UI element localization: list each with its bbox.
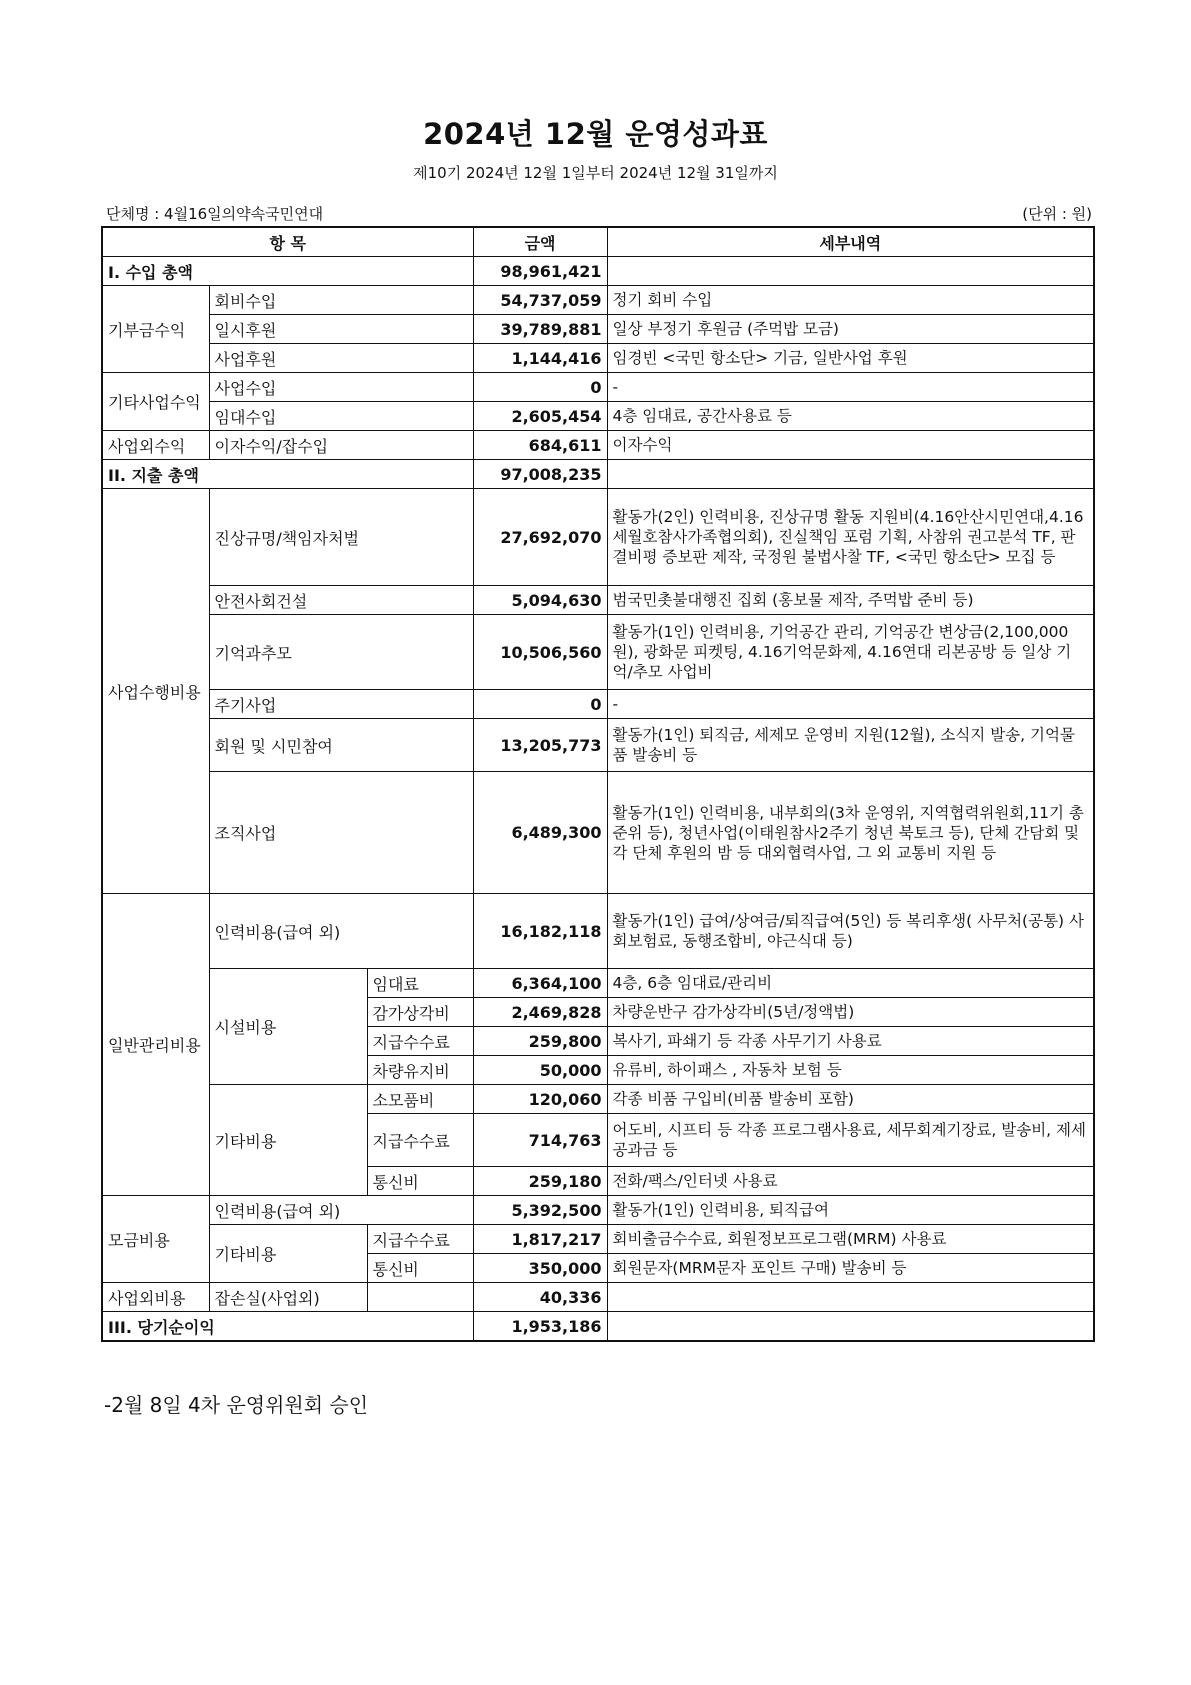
row-amount: 54,737,059: [473, 286, 607, 315]
row-amount: 10,506,560: [473, 615, 607, 690]
row-amount: 350,000: [473, 1254, 607, 1283]
row-item: 회원 및 시민참여: [209, 719, 473, 772]
row-item: 통신비: [367, 1167, 473, 1196]
row-detail: 활동가(1인) 인력비용, 퇴직급여: [607, 1196, 1094, 1225]
row-detail: 어도비, 시프티 등 각종 프로그램사용료, 세무회계기장료, 발송비, 제세공과금 등: [607, 1114, 1094, 1167]
table-row: [102, 690, 1094, 719]
row-item: 임대료: [367, 969, 473, 998]
row-detail: 범국민촛불대행진 집회 (홍보물 제작, 주먹밥 준비 등): [607, 586, 1094, 615]
row-detail: 회원문자(MRM문자 포인트 구매) 발송비 등: [607, 1254, 1094, 1283]
row-amount: 13,205,773: [473, 719, 607, 772]
income-total-detail: [607, 257, 1094, 286]
row-empty: [367, 1283, 473, 1312]
row-amount: 120,060: [473, 1085, 607, 1114]
row-detail: 차량운반구 감가상각비(5년/정액법): [607, 998, 1094, 1027]
approval-note: -2월 8일 4차 운영위원회 승인: [104, 1393, 369, 1417]
net-income-label: III. 당기순이익: [102, 1312, 473, 1342]
expense-total-detail: [607, 460, 1094, 489]
row-item: 안전사회건설: [209, 586, 473, 615]
header-detail: 세부내역: [607, 227, 1094, 257]
row-detail: 활동가(1인) 퇴직금, 세제모 운영비 지원(12월), 소식지 발송, 기억물품 발송비 등: [607, 719, 1094, 772]
table-row: [102, 969, 1094, 998]
row-detail: [607, 1283, 1094, 1312]
row-item: 통신비: [367, 1254, 473, 1283]
table-row: [102, 286, 1094, 315]
fundraising-category: 모금비용: [102, 1196, 209, 1283]
row-amount: 684,611: [473, 431, 607, 460]
row-amount: 0: [473, 373, 607, 402]
income-total-amount: 98,961,421: [473, 257, 607, 286]
row-item: 지급수수료: [367, 1114, 473, 1167]
table-row: [102, 586, 1094, 615]
table-row: [102, 344, 1094, 373]
row-item: 잡손실(사업외): [209, 1283, 367, 1312]
header-item: 항 목: [102, 227, 473, 257]
row-amount: 6,489,300: [473, 772, 607, 894]
row-amount: 259,800: [473, 1027, 607, 1056]
row-item: 기억과추모: [209, 615, 473, 690]
row-detail: 일상 부정기 후원금 (주먹밥 모금): [607, 315, 1094, 344]
table-row: [102, 431, 1094, 460]
program-category: 사업수행비용: [102, 489, 209, 894]
row-detail: 각종 비품 구입비(비품 발송비 포함): [607, 1085, 1094, 1114]
row-item: 소모품비: [367, 1085, 473, 1114]
row-amount: 0: [473, 690, 607, 719]
non-business-category: 사업외수익: [102, 431, 209, 460]
row-amount: 5,094,630: [473, 586, 607, 615]
row-amount: 1,144,416: [473, 344, 607, 373]
operating-results-table: [101, 226, 1095, 1342]
row-item: 감가상각비: [367, 998, 473, 1027]
row-detail: 4층, 6층 임대료/관리비: [607, 969, 1094, 998]
row-item: 인력비용(급여 외): [209, 1196, 473, 1225]
admin-category: 일반관리비용: [102, 894, 209, 1196]
row-detail: 활동가(1인) 인력비용, 내부회의(3차 운영위, 지역협력위원회,11기 총준위 등), 청년사업(이태원참사2주기 청년 북토크 등), 단체 간담회 및 각 단체 후원의 밤 등 대외협력사업, 그 외 교통비 지원 등: [607, 772, 1094, 894]
row-item: 지급수수료: [367, 1225, 473, 1254]
row-detail: 활동가(1인) 인력비용, 기억공간 관리, 기억공간 변상금(2,100,000원), 광화문 피켓팅, 4.16기억문화제, 4.16연대 리본공방 등 일상 기억/추모 사업비: [607, 615, 1094, 690]
table-row: [102, 772, 1094, 894]
table-row: [102, 1225, 1094, 1254]
row-amount: 1,817,217: [473, 1225, 607, 1254]
row-item: 임대수입: [209, 402, 473, 431]
row-detail: 활동가(1인) 급여/상여금/퇴직급여(5인) 등 복리후생( 사무처(공통) 사회보험료, 동행조합비, 야근식대 등): [607, 894, 1094, 969]
row-item: 이자수익/잡수입: [209, 431, 473, 460]
row-amount: 6,364,100: [473, 969, 607, 998]
row-detail: 회비출금수수료, 회원정보프로그램(MRM) 사용료: [607, 1225, 1094, 1254]
header-amount: 금액: [473, 227, 607, 257]
income-total-label: I. 수입 총액: [102, 257, 473, 286]
table-row: [102, 402, 1094, 431]
row-amount: 5,392,500: [473, 1196, 607, 1225]
table-row: [102, 1196, 1094, 1225]
row-detail: 정기 회비 수입: [607, 286, 1094, 315]
row-amount: 2,469,828: [473, 998, 607, 1027]
row-detail: 활동가(2인) 인력비용, 진상규명 활동 지원비(4.16안산시민연대,4.16세월호참사가족협의회), 진실책임 포럼 기획, 사참위 권고분석 TF, 판결비평 증보판 제작, 국정원 불법사찰 TF, <국민 항소단> 모집 등: [607, 489, 1094, 586]
row-detail: 임경빈 <국민 항소단> 기금, 일반사업 후원: [607, 344, 1094, 373]
table-row: [102, 894, 1094, 969]
other-business-category: 기타사업수익: [102, 373, 209, 431]
table-row: [102, 1283, 1094, 1312]
expense-total-row: [102, 460, 1094, 489]
currency-unit: (단위 : 원): [1022, 205, 1092, 223]
table-header-row: [102, 227, 1094, 257]
expense-total-label: II. 지출 총액: [102, 460, 473, 489]
net-income-detail: [607, 1312, 1094, 1342]
row-item: 조직사업: [209, 772, 473, 894]
table-row: [102, 615, 1094, 690]
table-row: [102, 373, 1094, 402]
row-amount: 2,605,454: [473, 402, 607, 431]
row-amount: 39,789,881: [473, 315, 607, 344]
table-row: [102, 315, 1094, 344]
row-detail: 4층 임대료, 공간사용료 등: [607, 402, 1094, 431]
row-amount: 40,336: [473, 1283, 607, 1312]
organization-name: 단체명 : 4월16일의약속국민연대: [106, 205, 324, 223]
row-item: 사업수입: [209, 373, 473, 402]
row-amount: 259,180: [473, 1167, 607, 1196]
row-detail: 이자수익: [607, 431, 1094, 460]
row-detail: 복사기, 파쇄기 등 각종 사무기기 사용료: [607, 1027, 1094, 1056]
row-item: 주기사업: [209, 690, 473, 719]
net-income-row: [102, 1312, 1094, 1342]
row-detail: -: [607, 373, 1094, 402]
admin-other-subcategory: 기타비용: [209, 1085, 367, 1196]
expense-total-amount: 97,008,235: [473, 460, 607, 489]
table-row: [102, 719, 1094, 772]
period-subtitle: 제10기 2024년 12월 1일부터 2024년 12월 31일까지: [413, 164, 778, 182]
row-amount: 714,763: [473, 1114, 607, 1167]
non-business-expense-category: 사업외비용: [102, 1283, 209, 1312]
row-item: 지급수수료: [367, 1027, 473, 1056]
row-detail: 유류비, 하이패스 , 자동차 보험 등: [607, 1056, 1094, 1085]
facility-subcategory: 시설비용: [209, 969, 367, 1085]
row-amount: 50,000: [473, 1056, 607, 1085]
income-total-row: [102, 257, 1094, 286]
row-amount: 16,182,118: [473, 894, 607, 969]
row-item: 회비수입: [209, 286, 473, 315]
table-row: [102, 489, 1094, 586]
row-item: 차량유지비: [367, 1056, 473, 1085]
row-detail: -: [607, 690, 1094, 719]
donation-category: 기부금수익: [102, 286, 209, 373]
page-title: 2024년 12월 운영성과표: [423, 117, 768, 151]
row-amount: 27,692,070: [473, 489, 607, 586]
net-income-amount: 1,953,186: [473, 1312, 607, 1342]
fundraising-other-subcategory: 기타비용: [209, 1225, 367, 1283]
row-item: 인력비용(급여 외): [209, 894, 473, 969]
row-item: 일시후원: [209, 315, 473, 344]
row-item: 사업후원: [209, 344, 473, 373]
row-item: 진상규명/책임자처벌: [209, 489, 473, 586]
row-detail: 전화/팩스/인터넷 사용료: [607, 1167, 1094, 1196]
table-row: [102, 1085, 1094, 1114]
